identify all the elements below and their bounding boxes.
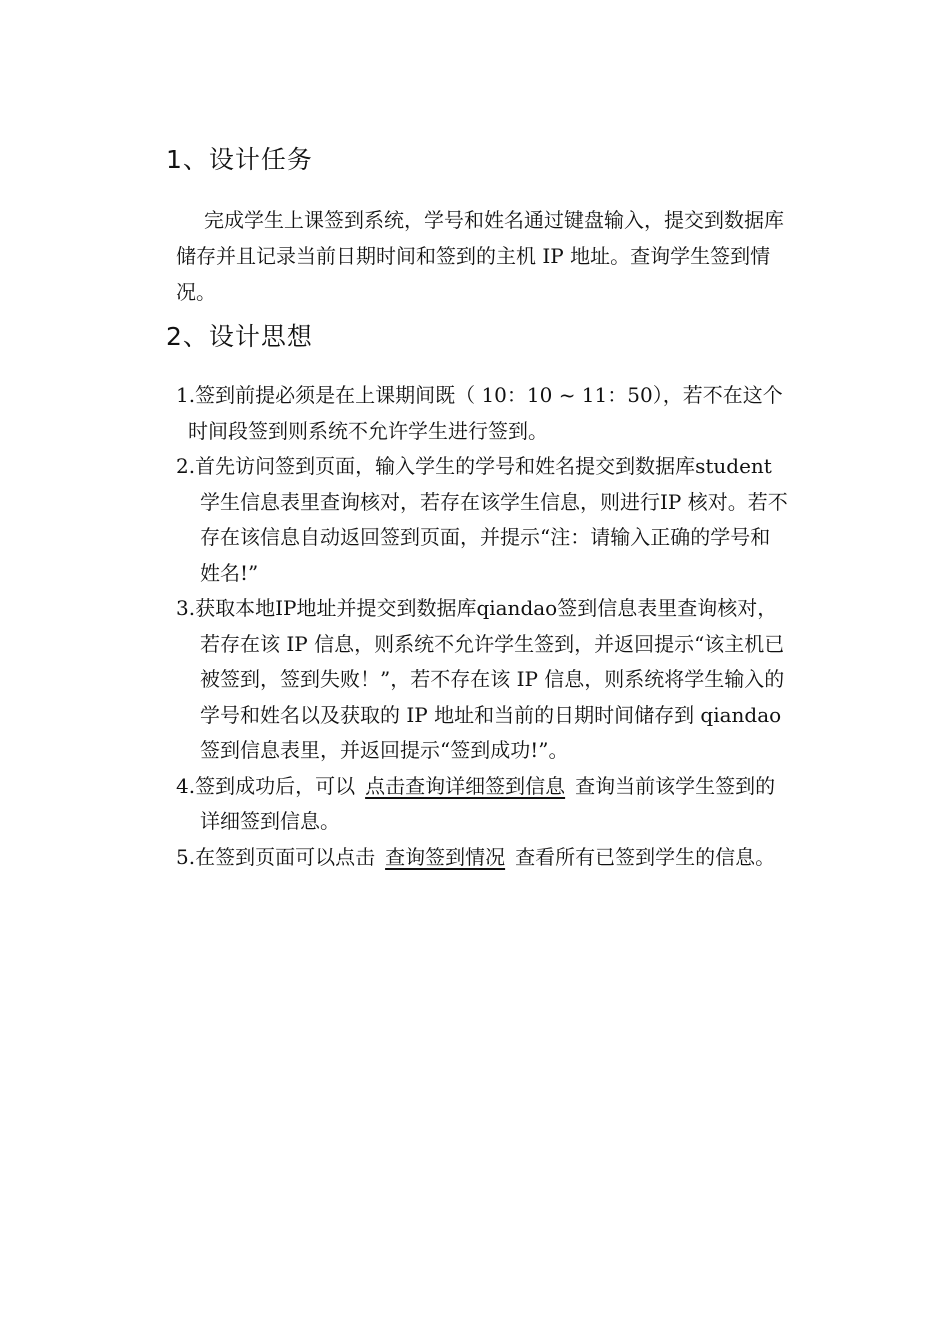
section-heading-design: 2、设计思想 xyxy=(166,322,313,351)
design-list xyxy=(176,378,788,875)
query-status-link[interactable]: 查询签到情况 xyxy=(385,844,506,869)
list-item-4 xyxy=(176,769,788,840)
query-detail-link[interactable]: 点击查询详细签到信息 xyxy=(365,773,566,798)
list-item-5 xyxy=(176,840,788,876)
list-item-2: 2.首先访问签到页面，输入学生的学号和姓名提交到数据库student学生信息表里查询核对，若存在该学生信息，则进行IP 核对。若不存在该信息自动返回签到页面，并提示“注：请输入正确的学号和姓名!” xyxy=(176,454,788,585)
list-item-1: 1.签到前提必须是在上课期间既（ 10：10 ~ 11：50），若不在这个时间段签到则系统不允许学生进行签到。 xyxy=(176,383,783,443)
task-paragraph: 完成学生上课签到系统，学号和姓名通过键盘输入，提交到数据库储存并且记录当前日期时间和签到的主机 IP 地址。查询学生签到情况。 xyxy=(176,208,784,304)
list-item-3: 3.获取本地IP地址并提交到数据库qiandao签到信息表里查询核对，若存在该 IP 信息，则系统不允许学生签到，并返回提示“该主机已被签到，签到失败！”，若不存在该 IP 信息，则系统将学生输入的学号和姓名以及获取的 IP 地址和当前的日期时间储存到 qiandao 签到信息表里，并返回提示“签到成功!”。 xyxy=(176,596,785,762)
list-item-5-text-after: 查看所有已签到学生的信息。 xyxy=(515,844,776,869)
list-item-4-text-before: 4.签到成功后，可以 xyxy=(176,773,356,798)
list-item-5-text-before: 5.在签到页面可以点击 xyxy=(176,844,376,869)
task-description xyxy=(176,202,786,310)
section-heading-task: 1、设计任务 xyxy=(166,145,313,174)
list-item-4-text-after: 查询当前该学生签到的详细签到信息。 xyxy=(200,773,776,833)
